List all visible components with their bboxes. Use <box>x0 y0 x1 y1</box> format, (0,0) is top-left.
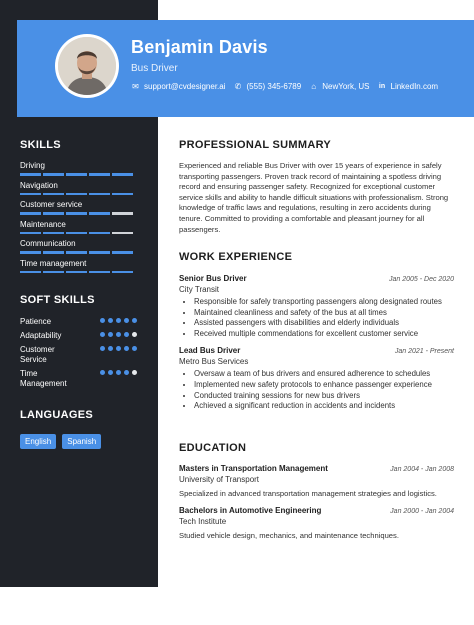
contact-linkedin[interactable] <box>378 82 439 91</box>
skill-level-bar <box>20 251 140 254</box>
education-section <box>179 442 454 541</box>
summary-text: Experienced and reliable Bus Driver with over 15 years of experience in safely transporting passengers. Proven track record of maintaining a spotless driving record and ensuring passenger safety. Recognized for exceptional customer service skills and ability to handle difficult situations with professionalism. Strong knowledge of traffic laws and regulations, resulting in zero accidents during tenure. Committed to providing a comfortable and pleasant journey for all passengers. <box>179 161 449 234</box>
soft-skill-rating <box>100 318 137 323</box>
rating-dot <box>108 370 113 375</box>
skill-level-segment <box>66 173 87 176</box>
skill-level-segment <box>112 271 133 274</box>
profile-title: Bus Driver <box>131 63 178 74</box>
avatar <box>55 34 119 98</box>
soft-skill-label: Patience <box>20 317 52 326</box>
rating-dot <box>124 370 129 375</box>
rating-dot <box>132 346 137 351</box>
skill-level-segment <box>89 251 110 254</box>
skill-level-bar <box>20 193 140 196</box>
contact-linkedin-text: LinkedIn.com <box>390 82 439 91</box>
soft-skill-label: Time Management <box>20 369 67 388</box>
soft-skills-heading: SOFT SKILLS <box>20 294 95 306</box>
rating-dot <box>108 332 113 337</box>
skill-level-segment <box>20 251 41 254</box>
skill-label: Customer service <box>20 200 83 209</box>
skill-level-segment <box>89 173 110 176</box>
job-title: Senior Bus Driver <box>179 274 247 283</box>
skill-level-segment <box>112 212 133 215</box>
rating-dot <box>132 332 137 337</box>
language-badge: English <box>20 434 56 449</box>
skill-level-segment <box>20 193 41 196</box>
languages-list <box>20 434 140 449</box>
skill-level-segment <box>66 251 87 254</box>
summary-heading: PROFESSIONAL SUMMARY <box>179 139 332 151</box>
list-item: • Implemented new safety protocols to enhance passenger experience <box>194 380 454 391</box>
skill-item <box>20 161 140 176</box>
rating-dot <box>116 370 121 375</box>
skill-item <box>20 220 140 235</box>
list-item: • Maintained cleanliness and safety of the bus at all times <box>194 308 454 319</box>
rating-dot <box>100 332 105 337</box>
profile-name: Benjamin Davis <box>131 37 268 57</box>
soft-skill-item <box>20 345 137 365</box>
language-badge: Spanish <box>62 434 101 449</box>
soft-skill-rating <box>100 346 137 351</box>
job-entry <box>179 274 454 339</box>
rating-dot <box>124 332 129 337</box>
degree-description: Specialized in advanced transportation management strategies and logistics. <box>179 489 437 498</box>
soft-skill-rating <box>100 332 137 337</box>
skill-item <box>20 239 140 254</box>
skill-level-segment <box>112 232 133 235</box>
skill-level-segment <box>20 173 41 176</box>
skill-item <box>20 200 140 215</box>
job-org: City Transit <box>179 285 220 294</box>
soft-skill-rating <box>100 370 137 375</box>
languages-heading: LANGUAGES <box>20 409 93 421</box>
rating-dot <box>116 346 121 351</box>
soft-skill-item <box>20 369 137 389</box>
soft-skills-section <box>20 294 137 389</box>
envelope-icon: ✉ <box>132 82 139 91</box>
skill-item <box>20 181 140 196</box>
skill-level-segment <box>89 271 110 274</box>
school-name: University of Transport <box>179 475 260 484</box>
skill-label: Maintenance <box>20 219 66 229</box>
skill-level-segment <box>66 232 87 235</box>
skill-item <box>20 259 140 274</box>
soft-skill-item <box>20 331 137 341</box>
job-entry <box>179 346 454 411</box>
skill-level-segment <box>66 212 87 215</box>
skill-label: Navigation <box>20 180 58 190</box>
skill-level-segment <box>43 173 64 176</box>
education-heading: EDUCATION <box>179 442 247 454</box>
contact-email[interactable] <box>131 82 226 91</box>
rating-dot <box>100 370 105 375</box>
school-name: Tech Institute <box>179 516 227 526</box>
degree-title: Masters in Transportation Management <box>179 464 328 473</box>
rating-dot <box>116 332 121 337</box>
experience-heading: WORK EXPERIENCE <box>179 251 293 263</box>
skill-level-bar <box>20 271 140 274</box>
skill-level-segment <box>43 232 64 235</box>
degree-description: Studied vehicle design, mechanics, and maintenance techniques. <box>179 530 399 540</box>
skill-level-segment <box>20 271 41 274</box>
rating-dot <box>124 346 129 351</box>
rating-dot <box>132 318 137 323</box>
skill-level-bar <box>20 173 140 176</box>
list-item: • Received multiple commendations for excellent customer service <box>194 329 454 340</box>
skill-level-segment <box>20 212 41 215</box>
skills-list <box>20 161 140 273</box>
skill-level-segment <box>89 193 110 196</box>
skill-label: Communication <box>20 239 76 248</box>
soft-skill-item <box>20 317 137 327</box>
education-entry <box>179 506 454 542</box>
skill-level-segment <box>43 193 64 196</box>
contact-email-text: support@cvdesigner.ai <box>144 82 226 91</box>
rating-dot <box>100 318 105 323</box>
job-title: Lead Bus Driver <box>179 346 241 356</box>
rating-dot <box>108 346 113 351</box>
phone-icon: ✆ <box>234 82 242 91</box>
linkedin-icon: in <box>378 83 386 90</box>
profile-photo-icon <box>58 37 116 95</box>
skill-level-segment <box>20 232 41 235</box>
job-org: Metro Bus Services <box>179 357 249 367</box>
list-item: • Oversaw a team of bus drivers and ensured adherence to schedules <box>194 369 454 380</box>
skills-heading: SKILLS <box>20 139 61 151</box>
experience-section <box>179 251 454 412</box>
list-item: • Responsible for safely transporting passengers along designated routes <box>194 297 454 308</box>
skill-level-bar <box>20 232 140 235</box>
rating-dot <box>116 318 121 323</box>
skill-label: Driving <box>20 161 45 170</box>
education-entry <box>179 464 454 500</box>
skill-level-bar <box>20 212 140 215</box>
degree-date: Jan 2004 - Jan 2008 <box>390 466 454 473</box>
contact-row <box>131 82 438 91</box>
rating-dot <box>108 318 113 323</box>
soft-skills-list <box>20 317 137 389</box>
skill-label: Time management <box>20 258 87 268</box>
job-date: Jan 2005 - Dec 2020 <box>389 276 454 283</box>
languages-section <box>20 409 140 449</box>
home-icon: ⌂ <box>311 82 317 91</box>
skill-level-segment <box>112 173 133 176</box>
skill-level-segment <box>43 251 64 254</box>
skill-level-segment <box>43 212 64 215</box>
degree-title: Bachelors in Automotive Engineering <box>179 505 322 515</box>
list-item: • Achieved a significant reduction in accidents and incidents <box>194 401 454 412</box>
skill-level-segment <box>66 271 87 274</box>
contact-phone-text: (555) 345-6789 <box>246 82 302 91</box>
skill-level-segment <box>89 212 110 215</box>
summary-section <box>179 139 454 235</box>
job-bullets <box>179 369 454 411</box>
list-item: • Assisted passengers with disabilities and elderly individuals <box>194 318 454 329</box>
skill-level-segment <box>112 193 133 196</box>
soft-skill-label: Customer Service <box>20 345 55 364</box>
soft-skill-label: Adaptability <box>20 331 62 340</box>
skill-level-segment <box>89 232 110 235</box>
contact-phone[interactable] <box>234 82 302 91</box>
degree-date: Jan 2000 - Jan 2004 <box>390 507 454 515</box>
skill-level-segment <box>66 193 87 196</box>
contact-location <box>309 82 369 91</box>
rating-dot <box>124 318 129 323</box>
job-date: Jan 2021 - Present <box>394 348 454 356</box>
job-bullets <box>179 297 454 339</box>
skills-section <box>20 139 140 273</box>
rating-dot <box>132 370 137 375</box>
skill-level-segment <box>43 271 64 274</box>
skill-level-segment <box>112 251 133 254</box>
rating-dot <box>100 346 105 351</box>
contact-location-text: NewYork, US <box>322 82 370 91</box>
list-item: • Conducted training sessions for new bus drivers <box>194 391 454 402</box>
